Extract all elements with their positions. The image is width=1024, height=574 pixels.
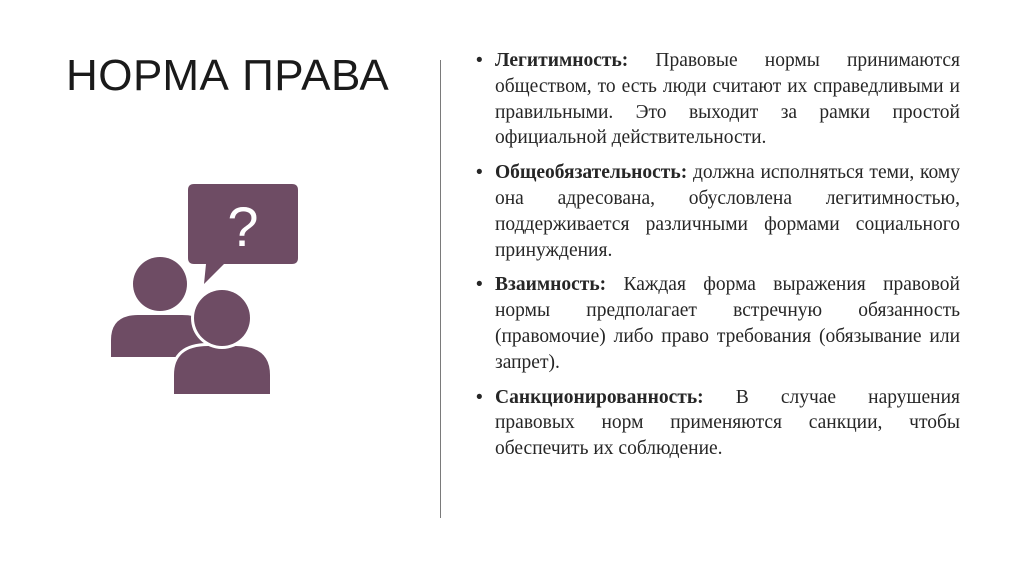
question-mark-glyph: ?	[227, 195, 259, 258]
bullet-icon: •	[476, 162, 483, 184]
item-term: Легитимность:	[495, 50, 656, 71]
front-person-body	[174, 346, 270, 394]
bullet-icon: •	[476, 386, 483, 408]
bullet-icon: •	[476, 50, 483, 71]
list-item-sanction	[476, 385, 960, 462]
list-item-reciprocity	[476, 272, 960, 375]
item-term: Общеобязательность:	[495, 162, 693, 184]
bullet-icon: •	[476, 274, 483, 296]
item-text: должна исполняться теми, кому она адресована, обусловлена легитимностью, поддерживается различными формами социального принуждения.	[495, 162, 960, 261]
back-person-head	[133, 257, 187, 311]
item-term: Взаимность:	[495, 274, 624, 296]
item-text: В случае нарушения правовых норм применяются санкции, чтобы обеспечить их соблюдение.	[495, 386, 960, 460]
slide-title: НОРМА ПРАВА	[66, 51, 390, 100]
item-text: Правовые нормы принимаются обществом, то есть люди считают их справедливыми и правильными. Это выходит за рамки простой официальной действительности.	[495, 50, 960, 149]
vertical-divider	[440, 60, 441, 518]
item-text: Каждая форма выражения правовой нормы предполагает встречную обязанность (правомочие) либо право требования (обязывание или запрет).	[495, 274, 960, 373]
list-item-legitimacy	[476, 48, 960, 151]
people-question-icon	[108, 180, 304, 398]
bullet-list	[476, 48, 960, 471]
list-item-universality	[476, 160, 960, 263]
front-person-head	[194, 290, 250, 346]
item-term: Санкционированность:	[495, 386, 736, 408]
